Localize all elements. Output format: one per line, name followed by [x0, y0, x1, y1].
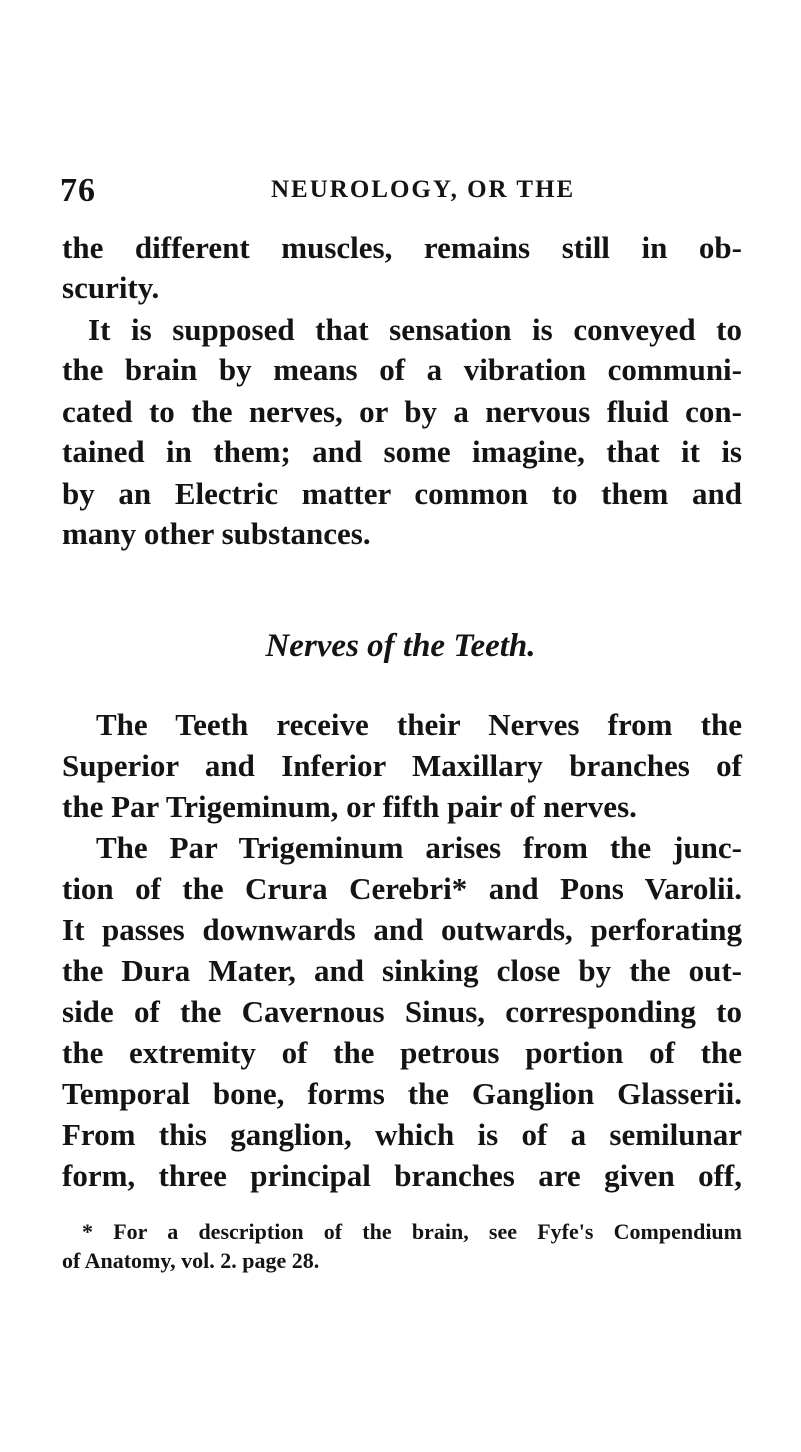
text-line: cated to the nerves, or by a nervous fluid con-	[62, 394, 742, 429]
text-line: the Dura Mater, and sinking close by the out-	[62, 953, 742, 988]
page-header	[60, 172, 740, 208]
text-line: It passes downwards and outwards, perforating	[62, 912, 742, 947]
running-head: NEUROLOGY, OR THE	[271, 176, 576, 203]
text-line: The Teeth receive their Nerves from the	[96, 707, 742, 742]
text-line: tained in them; and some imagine, that it is	[62, 434, 742, 469]
text-line: tion of the Crura Cerebri* and Pons Varolii.	[62, 871, 742, 906]
text-line: the extremity of the petrous portion of the	[62, 1035, 742, 1070]
text-line: side of the Cavernous Sinus, corresponding to	[62, 994, 742, 1029]
text-line: The Par Trigeminum arises from the junc-	[96, 830, 742, 865]
text-line: Superior and Inferior Maxillary branches of	[62, 748, 742, 783]
page-number: 76	[60, 172, 96, 209]
section-heading: Nerves of the Teeth.	[265, 628, 536, 664]
text-line: many other substances.	[62, 516, 371, 551]
text-line: by an Electric matter common to them and	[62, 476, 742, 511]
text-line: scurity.	[62, 270, 160, 305]
footnote-line: * For a description of the brain, see Fyfe's Compendium	[82, 1219, 742, 1244]
text-line: form, three principal branches are given off,	[62, 1158, 742, 1193]
text-line: It is supposed that sensation is conveyed to	[88, 312, 742, 347]
text-line: the brain by means of a vibration communi-	[62, 352, 742, 387]
text-line: the different muscles, remains still in ob-	[62, 230, 742, 265]
text-line: From this ganglion, which is of a semilunar	[62, 1117, 742, 1152]
footnote-line: of Anatomy, vol. 2. page 28.	[62, 1248, 320, 1273]
text-line: Temporal bone, forms the Ganglion Glasserii.	[62, 1076, 742, 1111]
text-line: the Par Trigeminum, or fifth pair of nerves.	[62, 789, 637, 824]
